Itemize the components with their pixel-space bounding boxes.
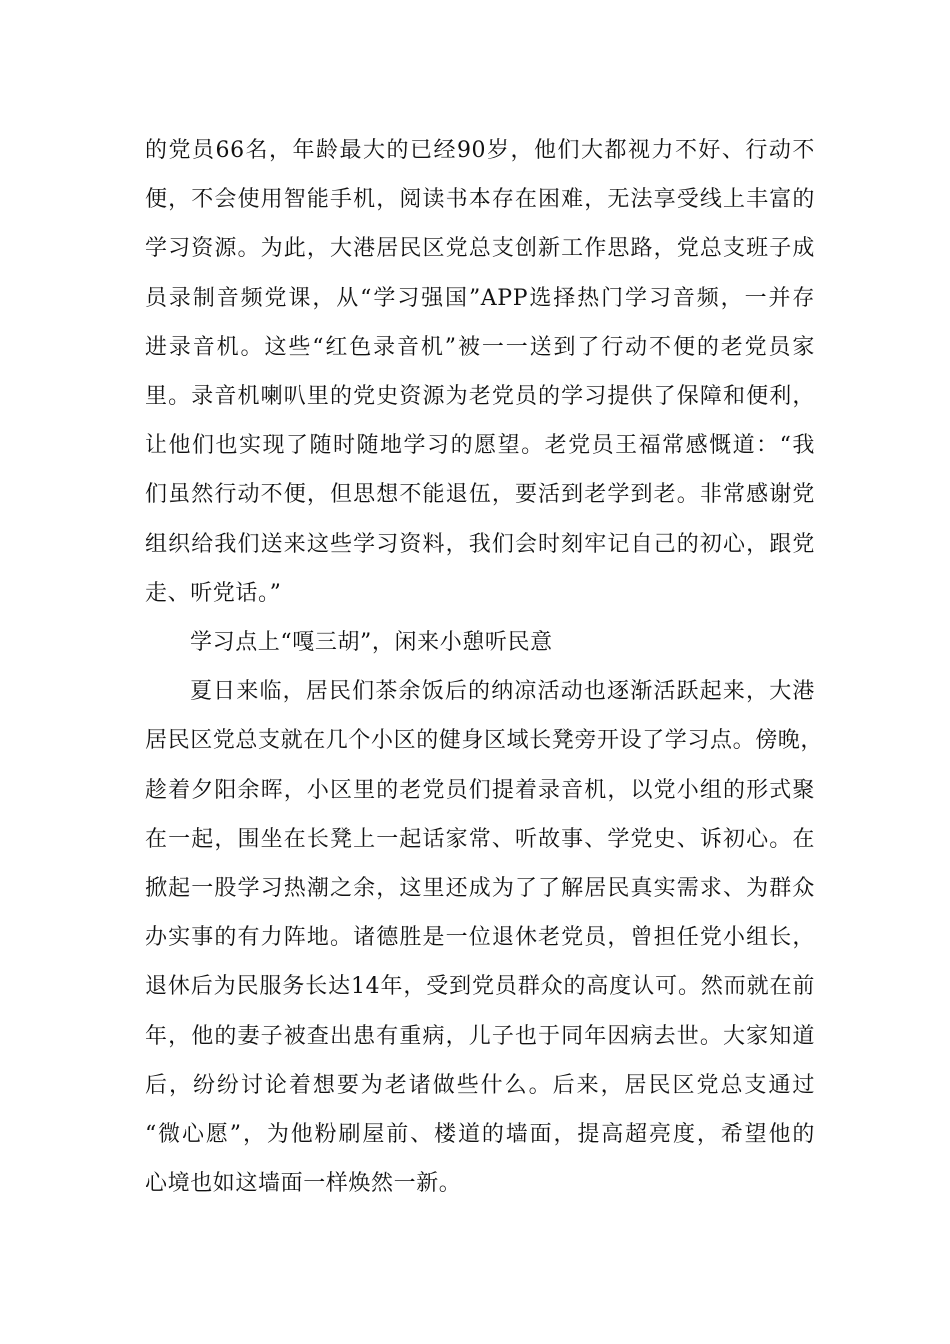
paragraph-line: 进录音机。这些“红色录音机”被一一送到了行动不便的老党员家 <box>145 335 815 360</box>
paragraph-line: 办实事的有力阵地。诸德胜是一位退休老党员，曾担任党小组长， <box>145 925 815 950</box>
paragraph-line: 掀起一股学习热潮之余，这里还成为了了解居民真实需求、为群众 <box>145 876 815 901</box>
paragraph-line: 们虽然行动不便，但思想不能退伍，要活到老学到老。非常感谢党 <box>145 482 815 507</box>
paragraph-line: 员录制音频党课，从“学习强国”APP选择热门学习音频，一并存 <box>145 286 815 311</box>
paragraph-line: 组织给我们送来这些学习资料，我们会时刻牢记自己的初心，跟党 <box>145 532 815 557</box>
paragraph-line: 夏日来临，居民们茶余饭后的纳凉活动也逐渐活跃起来，大港 <box>190 679 815 704</box>
paragraph-line: 在一起，围坐在长凳上一起话家常、听故事、学党史、诉初心。在 <box>145 827 815 852</box>
paragraph-line: 心境也如这墙面一样焕然一新。 <box>145 1171 462 1196</box>
paragraph-line: 便，不会使用智能手机，阅读书本存在困难，无法享受线上丰富的 <box>145 187 815 212</box>
paragraph-line: 居民区党总支就在几个小区的健身区域长凳旁开设了学习点。傍晚， <box>145 728 824 753</box>
paragraph-line: 趁着夕阳余晖，小区里的老党员们提着录音机，以党小组的形式聚 <box>145 778 815 803</box>
paragraph-line: 的党员66名，年龄最大的已经90岁，他们大都视力不好、行动不 <box>145 138 815 163</box>
paragraph-line: 让他们也实现了随时随地学习的愿望。老党员王福常感慨道：“我 <box>145 433 815 458</box>
paragraph-line: 年，他的妻子被查出患有重病，儿子也于同年因病去世。大家知道 <box>145 1024 815 1049</box>
paragraph-line: 走、听党话。” <box>145 581 282 606</box>
paragraph-line: 里。录音机喇叭里的党史资源为老党员的学习提供了保障和便利， <box>145 384 815 409</box>
paragraph-line: 后，纷纷讨论着想要为老诸做些什么。后来，居民区党总支通过 <box>145 1073 815 1098</box>
section-heading: 学习点上“嘎三胡”，闲来小憩听民意 <box>190 630 553 655</box>
paragraph-line: 学习资源。为此，大港居民区党总支创新工作思路，党总支班子成 <box>145 236 815 261</box>
paragraph-line: 退休后为民服务长达14年，受到党员群众的高度认可。然而就在前 <box>145 974 815 999</box>
paragraph-line: “微心愿”，为他粉刷屋前、楼道的墙面，提高超亮度，希望他的 <box>145 1122 815 1147</box>
